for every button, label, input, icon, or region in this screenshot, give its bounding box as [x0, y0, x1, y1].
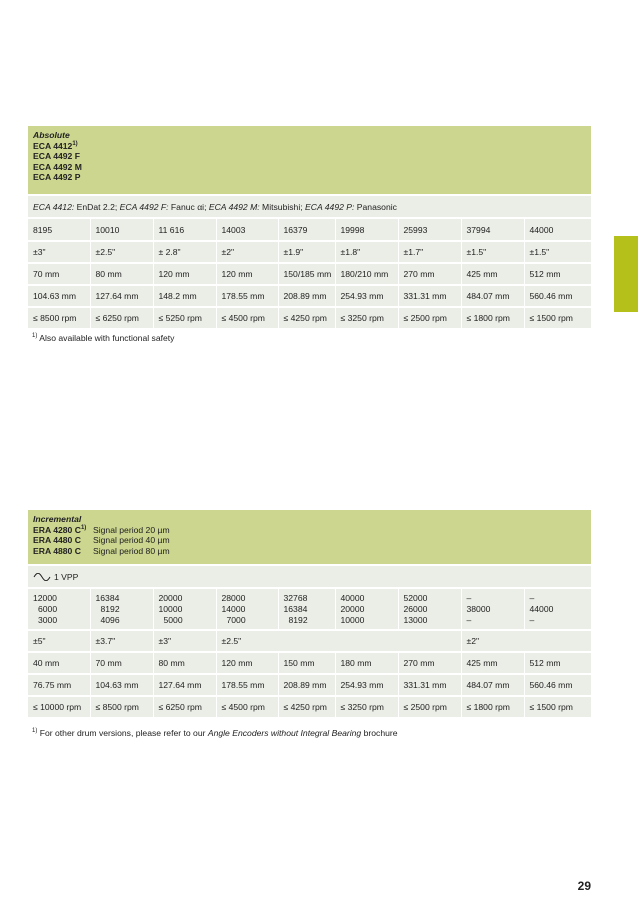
- absolute-header-row: [28, 126, 591, 194]
- table-row: ±3" ±2.5" ± 2.8" ±2" ±1.9" ±1.8" ±1.7" ±1.5" ±1.5": [28, 242, 591, 262]
- model-line: ERA 4280 $C^{1)}$ Signal period 20 µm: [33, 524, 170, 535]
- absolute-heading: Absolute: [33, 130, 70, 140]
- section-tab: [614, 236, 638, 312]
- absolute-spec-table: [28, 126, 591, 328]
- table-row: 40 mm 70 mm 80 mm 120 mm 150 mm 180 mm 270 mm 425 mm 512 mm: [28, 653, 591, 673]
- incremental-footnote: $^{1)}$ For other drum versions, please refer to our Angle Encoders without Integral Bearing brochure: [32, 728, 398, 738]
- page-number: 29: [577, 879, 591, 893]
- table-row: 104.63 mm 127.64 mm 148.2 mm 178.55 mm 208.89 mm 254.93 mm 331.31 mm 484.07 mm 560.46 mm: [28, 286, 591, 306]
- sine-wave-icon: [33, 573, 51, 581]
- model-line: ERA 4480 C Signal period 40 µm: [33, 535, 170, 546]
- model-name: ECA 4492 P: [33, 172, 81, 183]
- interface-label: 1 VPP: [54, 571, 79, 582]
- incremental-interface-row: [28, 566, 591, 587]
- model-name: ECA 4492 M: [33, 161, 82, 172]
- incremental-spec-table: [28, 510, 591, 717]
- table-row: 8195 10010 11 616 14003 16379 19998 25993 37994 44000: [28, 219, 591, 240]
- table-row: 70 mm 80 mm 120 mm 120 mm 150/185 mm 180/210 mm 270 mm 425 mm 512 mm: [28, 264, 591, 284]
- incremental-header-row: [28, 510, 591, 564]
- table-row: 12000 6000 3000 16384 8192 4096 20000 10000 5000 28000 14000 7000 32768 16384 8192 40000 20000 10000 52000 26000 13000 – 38000 – – 44000 –: [28, 589, 591, 629]
- model-line: ERA 4880 C Signal period 80 µm: [33, 545, 170, 556]
- table-row: ≤ 10000 rpm ≤ 8500 rpm ≤ 6250 rpm ≤ 4500 rpm ≤ 4250 rpm ≤ 3250 rpm ≤ 2500 rpm ≤ 1800 rpm ≤ 1500 rpm: [28, 697, 591, 717]
- incremental-heading: Incremental: [33, 514, 82, 524]
- model-name: ECA 4492 F: [33, 151, 80, 162]
- absolute-interface-row: ECA 4412: EnDat 2.2; ECA 4492 F: Fanuc αi; ECA 4492 M: Mitsubishi; ECA 4492 P: Panasonic: [28, 196, 591, 217]
- absolute-footnote: $^{1)}$ Also available with functional safety: [32, 333, 175, 343]
- table-row: 76.75 mm 104.63 mm 127.64 mm 178.55 mm 208.89 mm 254.93 mm 331.31 mm 484.07 mm 560.46 mm: [28, 675, 591, 695]
- model-name: ECA 4412$^{1)}$: [33, 140, 78, 151]
- table-row: ≤ 8500 rpm ≤ 6250 rpm ≤ 5250 rpm ≤ 4500 rpm ≤ 4250 rpm ≤ 3250 rpm ≤ 2500 rpm ≤ 1800 rpm ≤ 1500 rpm: [28, 308, 591, 328]
- table-row: ±5" ±3.7" ±3" ±2.5" ±2": [28, 631, 591, 651]
